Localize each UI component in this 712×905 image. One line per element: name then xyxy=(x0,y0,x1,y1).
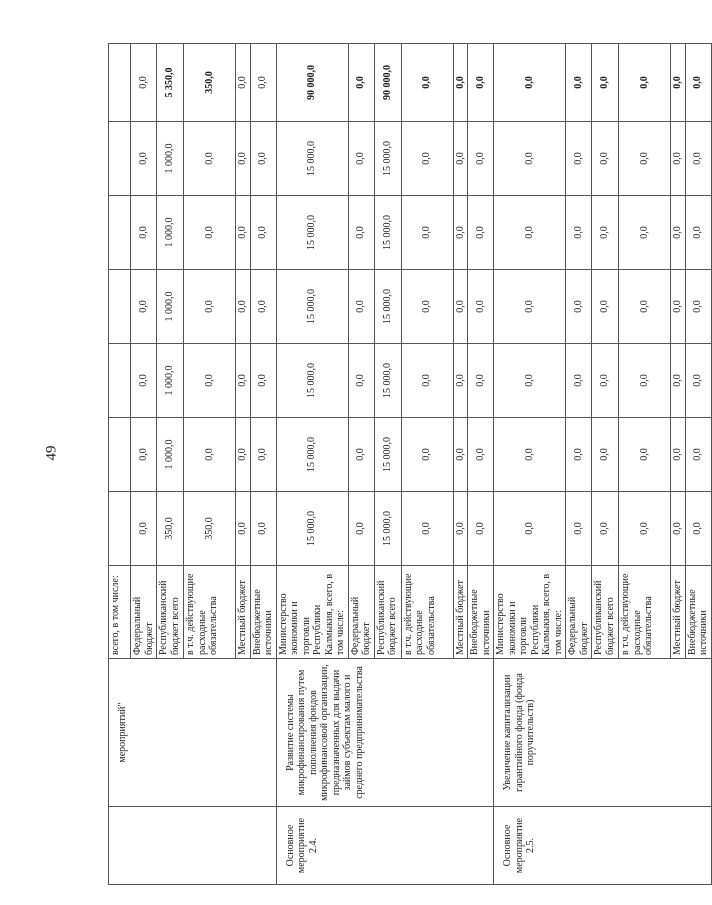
value-cell: 0,0 xyxy=(671,270,686,344)
value-cell: 0,0 xyxy=(453,418,468,492)
value-cell: 0,0 xyxy=(494,122,566,196)
value-cell: 15 000,0 xyxy=(276,418,348,492)
value-cell: 0,0 xyxy=(468,344,494,418)
value-cell: 0,0 xyxy=(401,196,453,270)
value-cell: 0,0 xyxy=(236,122,251,196)
value-cell: 0,0 xyxy=(685,122,711,196)
value-cell: 0,0 xyxy=(566,492,592,566)
value-cell: 0,0 xyxy=(236,492,251,566)
value-cell: 0,0 xyxy=(468,122,494,196)
table-row xyxy=(276,44,348,885)
value-cell: 90 000,0 xyxy=(374,44,401,122)
row-label: Внебюджетные источники xyxy=(685,566,711,659)
value-cell: 0,0 xyxy=(468,270,494,344)
value-cell: 0,0 xyxy=(566,418,592,492)
value-cell: 0,0 xyxy=(184,122,236,196)
value-cell: 15 000,0 xyxy=(276,344,348,418)
value-cell: 0,0 xyxy=(348,196,374,270)
value-cell: 1 000,0 xyxy=(157,418,184,492)
row-label: Федеральный бюджет xyxy=(348,566,374,659)
value-cell: 0,0 xyxy=(236,344,251,418)
name-cell-empty xyxy=(109,807,277,885)
value-cell: 0,0 xyxy=(250,196,276,270)
value-cell: 0,0 xyxy=(685,44,711,122)
budget-table-body xyxy=(109,44,712,885)
value-cell: 0,0 xyxy=(348,492,374,566)
value-cell: 0,0 xyxy=(184,196,236,270)
value-cell: 0,0 xyxy=(592,418,619,492)
value-cell: 0,0 xyxy=(131,122,157,196)
value-cell: 1 000,0 xyxy=(157,122,184,196)
value-cell: 0,0 xyxy=(671,44,686,122)
value-cell: 0,0 xyxy=(619,492,671,566)
value-cell: 0,0 xyxy=(566,44,592,122)
value-cell: 1 000,0 xyxy=(157,270,184,344)
value-cell: 0,0 xyxy=(453,344,468,418)
value-cell: 0,0 xyxy=(453,270,468,344)
value-cell: 0,0 xyxy=(348,270,374,344)
document-table-area xyxy=(108,44,709,885)
row-label: в т.ч. действующие расходные обязательства xyxy=(184,566,236,659)
value-cell: 15 000,0 xyxy=(276,196,348,270)
value-cell: 0,0 xyxy=(348,44,374,122)
value-cell: 0,0 xyxy=(453,44,468,122)
value-cell: 0,0 xyxy=(494,418,566,492)
value-cell: 0,0 xyxy=(250,418,276,492)
value-cell: 15 000,0 xyxy=(374,270,401,344)
value-cell: 0,0 xyxy=(685,344,711,418)
table-row xyxy=(109,44,131,885)
value-cell: 90 000,0 xyxy=(276,44,348,122)
row-label: Внебюджетные источники xyxy=(250,566,276,659)
value-cell: 0,0 xyxy=(250,344,276,418)
value-cell: 0,0 xyxy=(619,270,671,344)
value-cell: 0,0 xyxy=(250,44,276,122)
row-label: Местный бюджет xyxy=(453,566,468,659)
rotated-table-container xyxy=(108,44,709,885)
value-cell: 0,0 xyxy=(671,418,686,492)
value-cell: 0,0 xyxy=(671,344,686,418)
value-cell: 0,0 xyxy=(453,122,468,196)
value-cell: 0,0 xyxy=(619,122,671,196)
value-cell: 350,0 xyxy=(157,492,184,566)
description-cell: мероприятий" xyxy=(109,659,277,807)
value-cell: 0,0 xyxy=(184,270,236,344)
row-label: Федеральный бюджет xyxy=(131,566,157,659)
value-cell: 0,0 xyxy=(468,44,494,122)
value-cell: 0,0 xyxy=(453,196,468,270)
row-label: Республиканский бюджет всего xyxy=(592,566,619,659)
value-cell: 0,0 xyxy=(250,492,276,566)
activity-name: Основное мероприятие 2.4. xyxy=(276,807,494,885)
value-cell: 0,0 xyxy=(592,122,619,196)
value-cell: 0,0 xyxy=(566,122,592,196)
value-cell: 0,0 xyxy=(494,196,566,270)
value-cell: 0,0 xyxy=(494,270,566,344)
row-label: Местный бюджет xyxy=(671,566,686,659)
value-cell: 0,0 xyxy=(494,492,566,566)
value-cell: 0,0 xyxy=(236,270,251,344)
value-cell: 1 000,0 xyxy=(157,344,184,418)
value-cell: 0,0 xyxy=(184,344,236,418)
value-cell: 0,0 xyxy=(671,492,686,566)
value-cell: 0,0 xyxy=(250,122,276,196)
value-cell: 0,0 xyxy=(592,44,619,122)
value-cell: 0,0 xyxy=(671,196,686,270)
value-cell: 0,0 xyxy=(401,344,453,418)
value-cell: 350,0 xyxy=(184,44,236,122)
value-cell: 0,0 xyxy=(401,122,453,196)
value-cell: 0,0 xyxy=(250,270,276,344)
value-cell: 0,0 xyxy=(592,196,619,270)
row-label: в т.ч. действующие расходные обязательства xyxy=(401,566,453,659)
value-cell: 15 000,0 xyxy=(374,492,401,566)
row-label: Местный бюджет xyxy=(236,566,251,659)
value-cell: 15 000,0 xyxy=(276,270,348,344)
value-cell: 0,0 xyxy=(592,492,619,566)
value-cell: 1 000,0 xyxy=(157,196,184,270)
activity-name: Основное мероприятие 2.5. xyxy=(494,807,712,885)
value-cell: 0,0 xyxy=(685,492,711,566)
activity-description: Увеличение капитализации гарантийного фонда (фонда поручительств) xyxy=(494,659,712,807)
value-cell: 0,0 xyxy=(401,44,453,122)
value-cell: 350,0 xyxy=(184,492,236,566)
row-label: Республиканский бюджет всего xyxy=(374,566,401,659)
value-cell: 0,0 xyxy=(236,196,251,270)
value-cell: 0,0 xyxy=(453,492,468,566)
value-cell: 0,0 xyxy=(619,344,671,418)
value-cell: 0,0 xyxy=(401,270,453,344)
value-cell: 15 000,0 xyxy=(374,122,401,196)
value-cell: 0,0 xyxy=(566,196,592,270)
row-label: всего, в том числе: xyxy=(109,566,131,659)
value-cell: 15 000,0 xyxy=(276,492,348,566)
value-cell: 0,0 xyxy=(566,270,592,344)
value-cell: 0,0 xyxy=(619,418,671,492)
value-cell: 0,0 xyxy=(619,196,671,270)
value-cell: 0,0 xyxy=(671,122,686,196)
budget-table xyxy=(108,43,712,885)
value-cell: 0,0 xyxy=(494,44,566,122)
value-cell: 0,0 xyxy=(184,418,236,492)
value-cell: 0,0 xyxy=(592,270,619,344)
value-cell: 0,0 xyxy=(131,492,157,566)
activity-description: Развитие системы микрофинансирования путем пополнения фондов микрофинансовой организации, предназначенных для выдачи займов субъектам малого и среднего предпринимательства xyxy=(276,659,494,807)
row-label: Федеральный бюджет xyxy=(566,566,592,659)
value-cell: 0,0 xyxy=(401,418,453,492)
value-cell: 15 000,0 xyxy=(374,344,401,418)
value-cell: 0,0 xyxy=(131,44,157,122)
value-cell: 0,0 xyxy=(236,44,251,122)
value-cell: 0,0 xyxy=(348,122,374,196)
row-label: Внебюджетные источники xyxy=(468,566,494,659)
row-label: Министерство экономики и торговли Республики Калмыкия, всего, в том числе: xyxy=(276,566,348,659)
value-cell: 0,0 xyxy=(619,44,671,122)
row-label: Республиканский бюджет всего xyxy=(157,566,184,659)
value-cell: 0,0 xyxy=(236,418,251,492)
value-cell: 15 000,0 xyxy=(276,122,348,196)
value-cell: 0,0 xyxy=(685,418,711,492)
value-cell: 0,0 xyxy=(685,196,711,270)
page-number: 49 xyxy=(43,445,60,461)
value-cell: 0,0 xyxy=(348,344,374,418)
value-cell: 0,0 xyxy=(131,270,157,344)
value-cell: 0,0 xyxy=(566,344,592,418)
value-cell: 0,0 xyxy=(401,492,453,566)
value-cell: 0,0 xyxy=(685,270,711,344)
row-label: Министерство экономики и торговли Республики Калмыкия, всего, в том числе: xyxy=(494,566,566,659)
table-row xyxy=(494,44,566,885)
value-cell: 15 000,0 xyxy=(374,418,401,492)
value-cell: 0,0 xyxy=(131,418,157,492)
value-cell: 0,0 xyxy=(348,418,374,492)
value-cell: 15 000,0 xyxy=(374,196,401,270)
value-cell: 0,0 xyxy=(592,344,619,418)
value-cell: 0,0 xyxy=(131,344,157,418)
value-cell: 0,0 xyxy=(131,196,157,270)
row-label: в т.ч. действующие расходные обязательства xyxy=(619,566,671,659)
value-cell: 0,0 xyxy=(468,418,494,492)
value-cell: 0,0 xyxy=(494,344,566,418)
value-cell: 0,0 xyxy=(468,492,494,566)
value-cell: 5 350,0 xyxy=(157,44,184,122)
value-cell: 0,0 xyxy=(468,196,494,270)
